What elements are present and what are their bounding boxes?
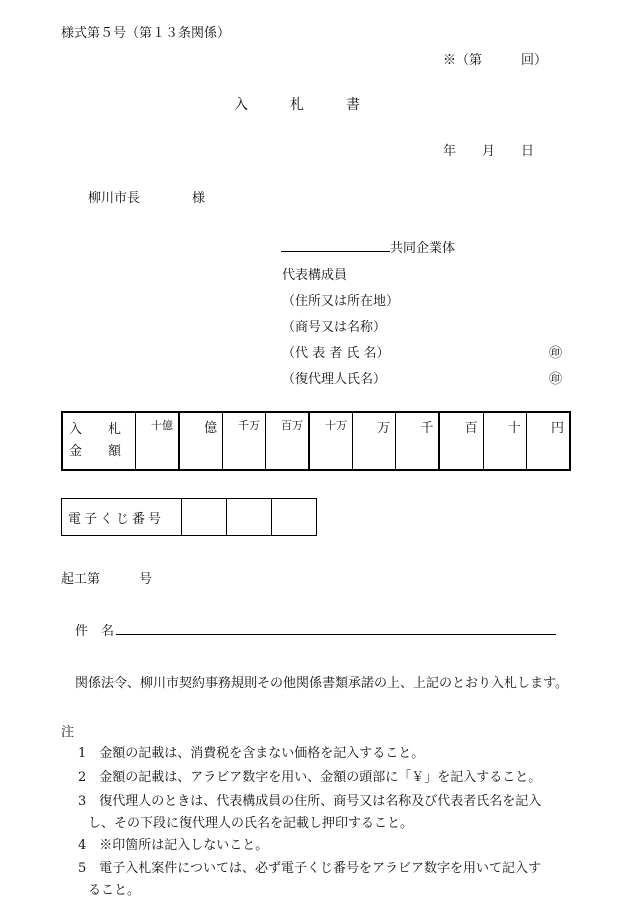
note-item: 3 復代理人のときは、代表構成員の住所、商号又は名称及び代表者氏名を記入 xyxy=(78,794,542,809)
notes-title: 注 xyxy=(61,725,75,740)
bidder-representative: 代表構成員 xyxy=(282,268,348,283)
bid-count: ※（第 回） xyxy=(443,53,548,68)
digit-cell[interactable]: 千万 xyxy=(223,412,266,470)
note-item: 1 金額の記載は、消費税を含まない価格を記入すること。 xyxy=(78,746,425,761)
digit-cell[interactable]: 億 xyxy=(179,412,223,470)
page-title: 入 札 書 xyxy=(234,97,360,113)
note-item: 2 金額の記載は、アラビア数字を用い、金額の頭部に「￥」を記入すること。 xyxy=(78,770,542,785)
addressee: 柳川市長 様 xyxy=(88,191,206,206)
jv-name-line xyxy=(281,251,390,252)
lottery-digit-box[interactable] xyxy=(272,499,317,536)
seal-mark: ㊞ xyxy=(549,372,563,387)
digit-cell[interactable]: 百 xyxy=(439,412,483,470)
digit-cell[interactable]: 円 xyxy=(526,412,570,470)
declaration: 関係法令、柳川市契約事務規則その他関係書類承諾の上、上記のとおり入札します。 xyxy=(75,676,568,691)
subject-label: 件 名 xyxy=(75,624,115,639)
kiko-number: 起工第 号 xyxy=(61,572,153,587)
bidder-company: （商号又は名称） xyxy=(282,320,387,335)
lottery-digit-box[interactable] xyxy=(227,499,272,536)
note-item: し、その下段に復代理人の氏名を記載し押印すること。 xyxy=(88,816,414,831)
lottery-label: 電子くじ番号 xyxy=(62,499,182,536)
form-id: 様式第５号（第１３条関係） xyxy=(61,26,231,41)
digit-cell[interactable]: 十 xyxy=(483,412,526,470)
digit-cell[interactable]: 十万 xyxy=(309,412,353,470)
date-line: 年 月 日 xyxy=(443,144,535,159)
note-item: ること。 xyxy=(88,883,141,898)
note-item: 5 電子入札案件については、必ず電子くじ番号をアラビア数字を用いて記入す xyxy=(78,861,542,876)
bid-amount-table xyxy=(61,411,571,471)
subject-line xyxy=(116,634,556,635)
bidder-representative-name: （代 表 者 氏 名） xyxy=(282,346,390,361)
digit-cell[interactable]: 千 xyxy=(396,412,440,470)
lottery-number-table xyxy=(61,498,317,536)
digit-cell[interactable]: 万 xyxy=(353,412,396,470)
jv-label: 共同企業体 xyxy=(390,241,456,256)
seal-mark: ㊞ xyxy=(549,346,563,361)
digit-cell[interactable]: 十億 xyxy=(135,412,179,470)
lottery-digit-box[interactable] xyxy=(182,499,227,536)
amount-label: 入 札 金 額 xyxy=(62,412,135,470)
bidder-sub-agent: （復代理人氏名） xyxy=(282,372,387,387)
bidder-address: （住所又は所在地） xyxy=(282,294,400,309)
digit-cell[interactable]: 百万 xyxy=(266,412,310,470)
note-item: 4 ※印箇所は記入しないこと。 xyxy=(78,838,269,853)
